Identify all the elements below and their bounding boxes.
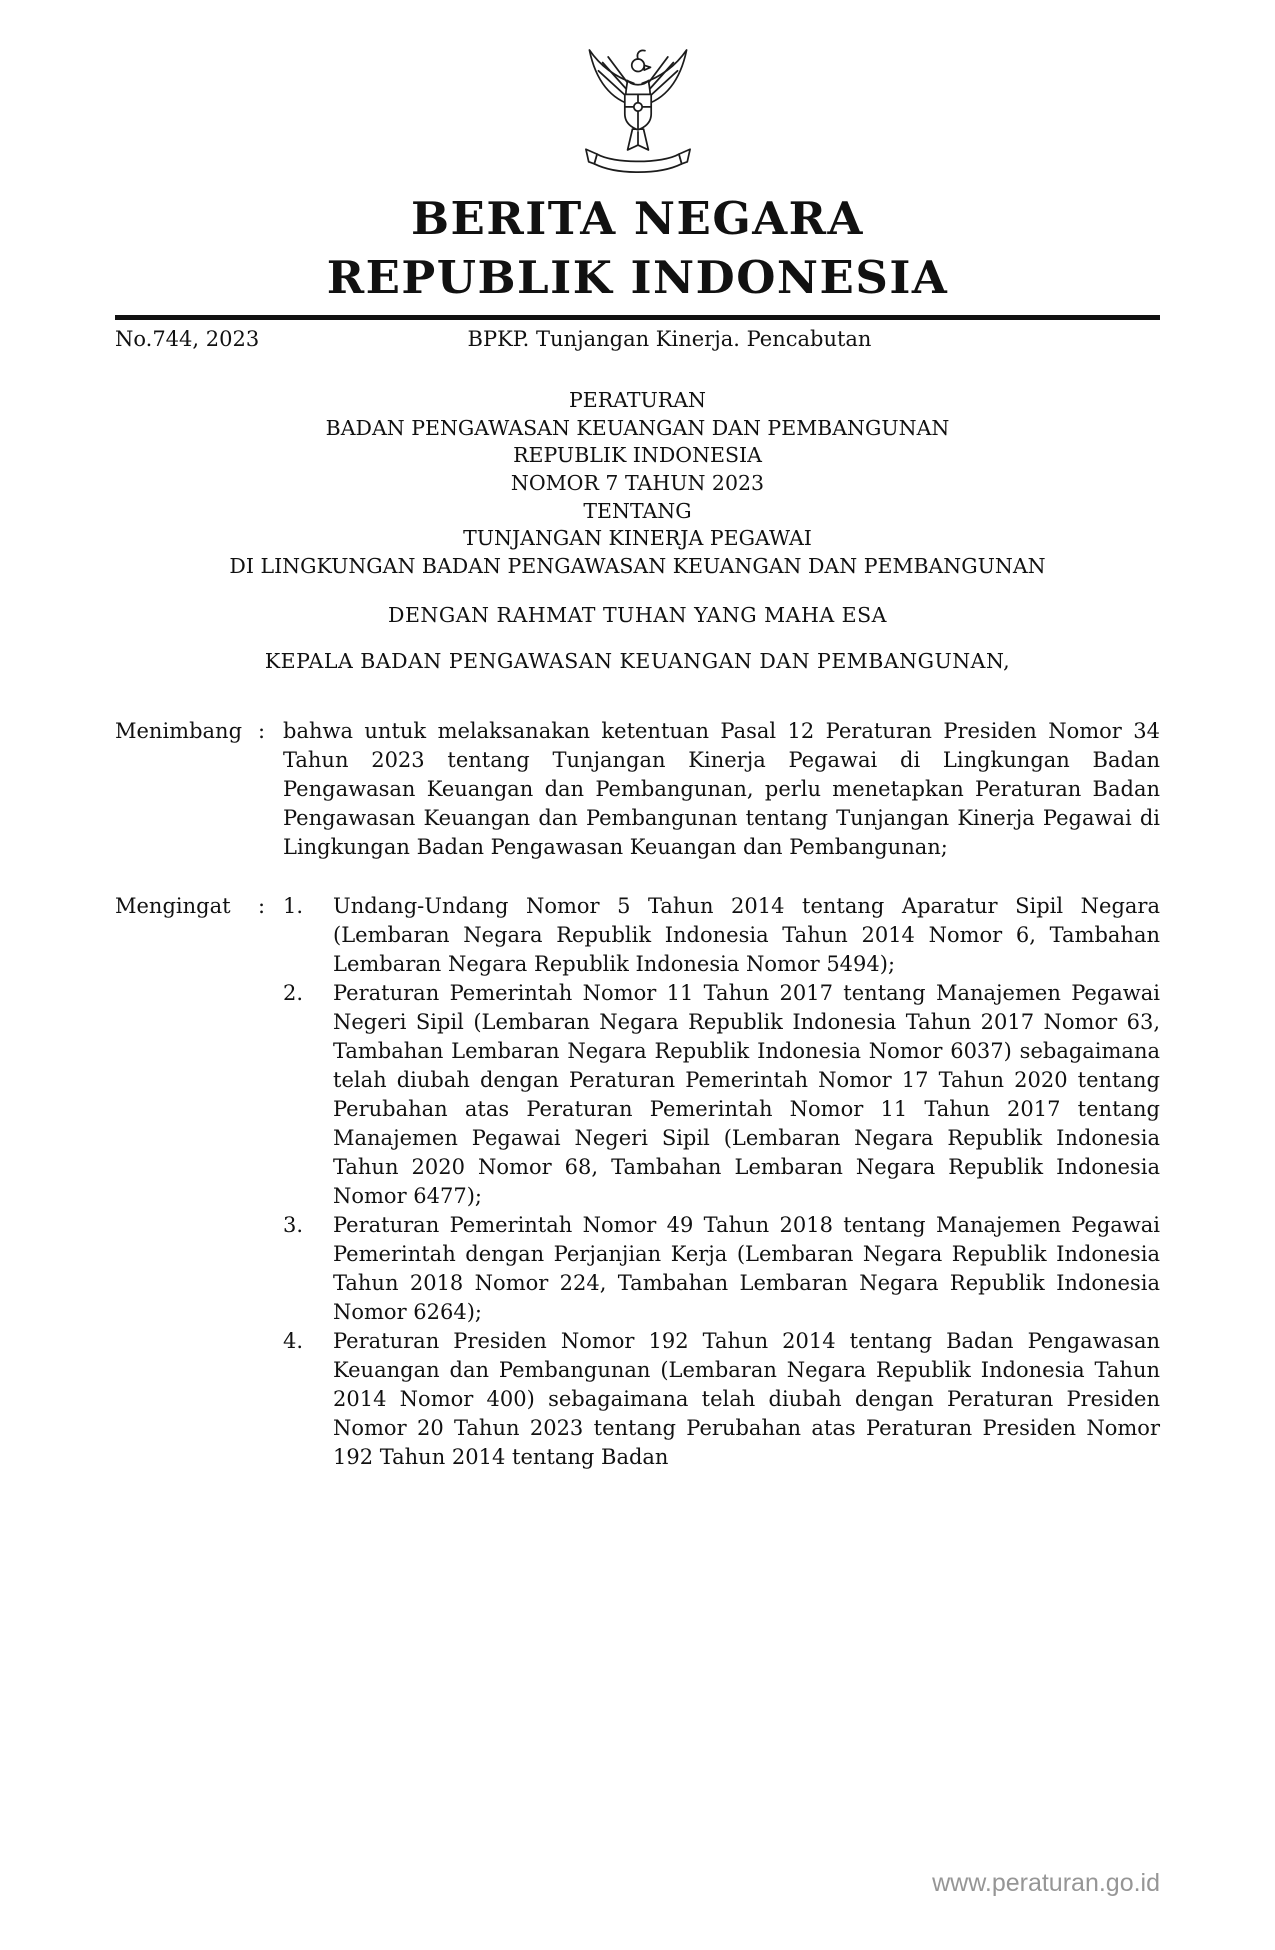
official-title-line: KEPALA BADAN PENGAWASAN KEUANGAN DAN PEMBANGUNAN, [264, 649, 1011, 674]
legal-basis-list [283, 892, 1160, 1471]
legal-basis-item [283, 979, 1160, 1211]
title-line: TUNJANGAN KINERJA PEGAWAI [463, 526, 812, 551]
legal-basis-label: Mengingat [115, 894, 231, 919]
title-line: NOMOR 7 TAHUN 2023 [510, 470, 765, 495]
masthead-title-line1: BERITA NEGARA [411, 192, 864, 245]
legal-basis-item [283, 1327, 1160, 1472]
invocation-line: DENGAN RAHMAT TUHAN YANG MAHA ESA [388, 603, 887, 628]
considerations-label: Menimbang [115, 719, 243, 744]
title-line: TENTANG [583, 498, 692, 523]
masthead-title-line2: REPUBLIK INDONESIA [326, 250, 949, 304]
legal-item-number: 2. [283, 981, 304, 1006]
title-line: PERATURAN [568, 388, 706, 412]
issue-number: No.744, 2023 [115, 327, 260, 351]
legal-item-number: 3. [283, 1212, 304, 1237]
considerations-text: bahwa untuk melaksanakan ketentuan Pasal 12 Peraturan Presiden Nomor 34 Tahun 2023 tentang Tunjangan Kinerja Pegawai di Lingkungan Badan Pengawasan Keuangan dan Pembangunan, perlu menetapkan Peraturan Badan Pengawasan Keuangan dan Pembangunan tentang Tunjangan Kinerja Pegawai di Lingkungan Badan Pengawasan Keuangan dan Pembangunan; [283, 719, 1160, 860]
issue-row [115, 327, 1160, 363]
legal-basis-colon: : [258, 894, 266, 919]
legal-item-text: Peraturan Pemerintah Nomor 49 Tahun 2018 tentang Manajemen Pegawai Pemerintah dengan Perjanjian Kerja (Lembaran Negara Republik Indonesia Tahun 2018 Nomor 224, Tambahan Lembaran Negara Republik Indonesia Nomor 6264); [333, 1212, 1160, 1324]
legal-item-number: 4. [283, 1328, 304, 1353]
title-line: BADAN PENGAWASAN KEUANGAN DAN PEMBANGUNAN [325, 415, 950, 440]
legal-item-text: Peraturan Pemerintah Nomor 11 Tahun 2017 tentang Manajemen Pegawai Negeri Sipil (Lembaran Negara Republik Indonesia Tahun 2017 Nomor 63, Tambahan Lembaran Negara Republik Indonesia Nomor 6037) sebagaimana telah diubah dengan Peraturan Pemerintah Nomor 17 Tahun 2020 tentang Perubahan atas Peraturan Pemerintah Nomor 11 Tahun 2017 tentang Manajemen Pegawai Negeri Sipil (Lembaran Negara Republik Indonesia Tahun 2020 Nomor 68, Tambahan Lembaran Negara Republik Indonesia Nomor 6477); [333, 981, 1160, 1209]
emblem-wrap [115, 36, 1160, 186]
title-line: REPUBLIK INDONESIA [513, 443, 762, 468]
legal-basis-item [283, 1211, 1160, 1327]
garuda-pancasila-emblem [579, 36, 697, 182]
legal-item-text: Peraturan Presiden Nomor 192 Tahun 2014 tentang Badan Pengawasan Keuangan dan Pembangunan (Lembaran Negara Republik Indonesia Tahun 2014 Nomor 400) sebagaimana telah diubah dengan Peraturan Presiden Nomor 20 Tahun 2023 tentang Perubahan atas Peraturan Presiden Nomor 192 Tahun 2014 tentang Badan [333, 1328, 1160, 1469]
legal-item-number: 1. [283, 894, 304, 919]
masthead-divider [115, 315, 1160, 320]
footer-watermark: www.peraturan.go.id [932, 1869, 1160, 1897]
subject-line: BPKP. Tunjangan Kinerja. Pencabutan [467, 327, 872, 351]
considerations-colon: : [258, 719, 266, 744]
title-line: DI LINGKUNGAN BADAN PENGAWASAN KEUANGAN DAN PEMBANGUNAN [229, 553, 1046, 578]
legal-basis-item [283, 892, 1160, 979]
considerations-clause [115, 717, 1160, 862]
masthead-title [115, 190, 1160, 307]
regulation-title-block [115, 387, 1160, 579]
legal-item-text: Undang-Undang Nomor 5 Tahun 2014 tentang Aparatur Sipil Negara (Lembaran Negara Republik Indonesia Tahun 2014 Nomor 6, Tambahan Lembaran Negara Republik Indonesia Nomor 5494); [333, 894, 1160, 977]
legal-basis-clause [115, 892, 1160, 1471]
